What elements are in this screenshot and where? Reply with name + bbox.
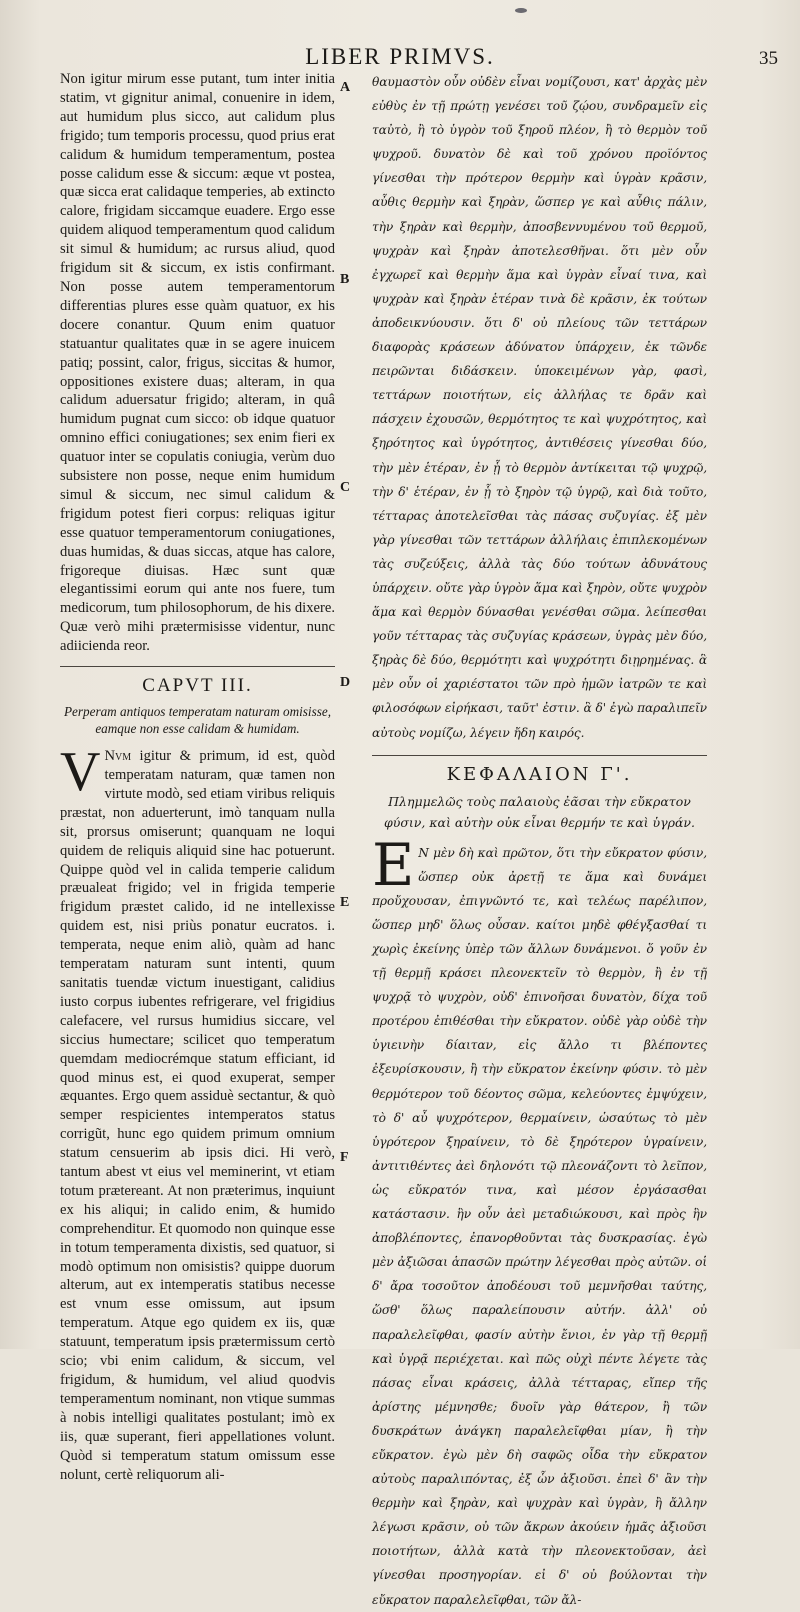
running-head: LIBER PRIMVS. [305,44,495,69]
latin-chapter-summary: Perperam antiquos temperatam naturam omisisse, eamque non esse calidam & humidam. [63,704,332,737]
latin-paragraph-2 [60,741,335,1484]
page-number: 35 [759,48,778,69]
greek-chapter-summary: Πλημμελῶς τοὺς παλαιοὺς ἐᾶσαι τὴν εὔκρατον φύσιν, καὶ αὐτὴν οὐκ εἶναι θερμήν τε καὶ ὑγράν. [384,793,695,830]
section-rule [372,755,707,756]
latin-chapter-title: CAPVT III. [142,675,253,697]
margin-letter-c: C [340,480,351,495]
greek-drop-capital: Ε [372,830,415,899]
greek-paragraph-2-text: μὲν δὴ καὶ πρῶτον, ὅτι τὴν εὔκρατον φύσιν, ὥσπερ οὐκ ἀρετῇ τε ἅμα καὶ δυνάμει προὔχουσαν, ἐπιγνῶντό τε, καὶ τελέως παρέλιπον, ὥσπερ μηδ' ὅλως οὖσαν. καίτοι μηδὲ φθέγξασθαί τι χωρὶς ἐκείνης ὑπὲρ τῶν ἄλλων δυνάμενοι. ὅ γοῦν ἐν τῇ θερμῇ κράσει πλεονεκτεῖν τὸ θερμὸν, ἢ ἐν τῇ ψυχρᾷ τὸ ψυχρὸν, οὐδ' ἐπινοῆσαι δυνατὸν, δίχα τοῦ προτέρου ἐπιθέσθαι τὴν εὔκρατον. οὐδὲ γὰρ οὐδὲ τὴν ὑγιεινὴν δίαιταν, εἰς ἄλλο τι βλέποντες ἐξευρίσκουσιν, ἢ τὴν εὔκρατον ἐκείνην φύσιν. τὸ μὲν θερμότερον τοῦ δέοντος σῶμα, κελεύοντες ἐμψύχειν, τὸ δ' αὖ ψυχρότερον, θερμαίνειν, ὡσαύτως τὸ μὲν ὑγρότερον ξηραίνειν, τὸ δὲ ξηρότερον ὑγραίνειν, ἀντιτιθέντες ἀεὶ δηλονότι τῷ πλεονάζοντι τὸ λεῖπον, ὡς εὔκρατόν τινα, καὶ μέσον ἐργάσασθαι κατάστασιν. ἣν οὖν ἀεὶ μεταδιώκουσι, καὶ πρὸς ἣν ἀποβλέποντες, ἐπανορθοῦνται τὰς δυσκρασίας. ἐγὼ μὲν ἀξιῶσαι ἁπασῶν πρώτην λέγεσθαι πρὸς αὐτῶν. οἱ δ' ἄρα τοσοῦτον ἀποδέουσι τοῦ μεμνῆσθαι ταύτης, ὥσθ' ὅλως παραλείπουσιν αὐτήν. ἀλλ' οὐ παραλελεῖφθαι, φασίν αὐτὴν ἔνιοι, ἐν γὰρ τῇ θερμῇ καὶ ὑγρᾷ περιέχεται. καὶ πῶς οὐχὶ πέντε λέγετε τὰς πάσας εἶναι κράσεις, ἀλλὰ τέτταρας, εἴπερ τῆς ἀρίστης μέμνησθε; δυοῖν γὰρ θάτερον, ἢ τῶν δυσκράτων ἀνάγκη παραλελεῖφθαι μίαν, ἢ τὴν εὔκρατον. ἐγὼ μὲν δὴ σαφῶς οἶδα τὴν εὔκρατον αὐτοὺς παραλιπόντας, ἐξ ὧν ἀξιοῦσι. ἐπεὶ δ' ἂν τὴν θερμὴν καὶ ξηρὰν, καὶ ψυχρὰν καὶ ὑγρὰν, ἢ ἄλλην λέγωσι κρᾶσιν, οὐ τῶν ἄκρων ἀκούειν ἡμᾶς ἀξιοῦσι ποιοτήτων, ἀλλὰ κατὰ τὴν πλεονεκτοῦσαν, ἀεὶ γίνεσθαι προσηγορίαν. εἰ δ' οὐ βούλονται τὴν εὔκρατον παραλελεῖφθαι, τῶν ἄλ- [372,845,707,1607]
margin-letter-b: B [340,272,350,287]
margin-letter-d: D [340,675,351,690]
margin-letter-a: A [340,80,351,95]
latin-paragraph-2-text: igitur & primum, id est, quòd temperatam naturam, quæ tamen non virtute modò, sed etiam viribus reliquis præstat, non aduerterunt, imò tanquam nulla sit, prorsus omiserunt; quanquam ne loqui quidem de reliquis aliquid sine hac potuerunt. Quippe quòd vel in calida temperie calidum præualeat frigido; vel in frigida temperie frigidum præstet calido, id ne intellexisse quidem est, nisi priùs ponatur eucratos. i. temperata, neque enim aliò, quàm ad hanc temperatam naturam sunt intenti, quum sanitatis tuendæ victum inuestigant, calidius iusto corpus iubentes refrigerare, vel frigidius calefacere, vel rursus humidius siccare, vel siccius humectare; scilicet quo temperatum quemdam mediocrémque statum efficiant, id quod minus est, ei quod exuperat, semper æquantes. Ergo quem assiduè sectantur, & quò semper respicientes intemperatos status corrigũt, hunc ego quidem primum omnium statum censuerim ab ipsis dici. Hi verò, tantum abest vt eius vel meminerint, vt etiam totum prætereant. At non præterimus, inquiunt ex his aliqui; in calido enim, & humido comprehenditur. Et quomodo non quinque esse in totum temperamenta dixistis, sed quatuor, si modò optimum non omisistis? quippe duorum alterum, aut ex intemperatis statibus necesse est vnum esse omissum, aut ipsum temperatum. Atque ego quidem ex iis, quæ statuunt, temperatum ipsis prætermissum certò scio; vbi enim calidum, & siccum, vel frigidum, & humidum, vel aliud quodvis temperamentum nominant, non vtique summas à nobis intelligi qualitates postulant; imò ex iis, quæ superant, fieri appellationes volunt. Quòd si temperatum statum omissum esse nolunt, certè reliquorum ali- [60,748,335,1483]
latin-lead-word: Nvm [104,748,132,765]
latin-drop-capital: V [60,741,101,804]
greek-column [372,70,707,1607]
section-rule [60,666,335,667]
ink-spot [515,8,527,13]
latin-column [60,70,335,1483]
margin-letter-f: F [340,1150,349,1165]
greek-chapter-title: ΚΕΦΑΛΑΙΟΝ Γ'. [446,763,633,785]
greek-paragraph-1: θαυμαστὸν οὖν οὐδὲν εἶναι νομίζουσι, κατ' ἀρχὰς μὲν εὐθὺς ἐν τῇ πρώτῃ γενέσει τοῦ ζῴου, συνδραμεῖν εἰς ταὐτὸ, ἢ τὸ ὑγρὸν τοῦ ξηροῦ πλέον, ἢ τὸ θερμὸν τοῦ ψυχροῦ. δυνατὸν δὲ καὶ τοῦ χρόνου προϊόντος γίνεσθαι τὴν πρότερον θερμὴν καὶ ὑγρὰν κρᾶσιν, αὖθις θερμὴν καὶ ξηρὰν, ὥσπερ γε καὶ αὖθις πάλιν, τὴν ξηρὰν καὶ θερμὴν, ἀποσβεννυμένου τοῦ θερμοῦ, ψυχρὰν καὶ ξηρὰν ἀποτελεσθῆναι. ὅτι μὲν οὖν ἐγχωρεῖ καὶ θερμὴν ἅμα καὶ ὑγρὰν εἶναί τινα, καὶ ψυχρὰν καὶ ξηρὰν ἑτέραν τινὰ δὲ κρᾶσιν, ἐκ τούτων ἀποδεικνύουσιν. ὅτι δ' οὐ πλείους τῶν τεττάρων διαφορὰς κράσεων ἀδύνατον ὑπάρχειν, ἐκ τῶνδε πειρῶνται διδάσκειν. ὑποκειμένων γὰρ, φασὶ, τεττάρων ποιοτήτων, εἰς ἀλλήλας τε δρᾶν καὶ πάσχειν ἐχουσῶν, θερμότητος τε καὶ ψυχρότητος, καὶ ξηρότητος καὶ ὑγρότητος, ἀντιθέσεις γίνεσθαι δύο, τὴν μὲν ἑτέραν, ἐν ᾗ τὸ θερμὸν ἀντίκειται τῷ ψυχρῷ, τὴν δ' ἑτέραν, ἐν ᾗ τὸ ξηρὸν τῷ ὑγρῷ, καὶ διὰ τοῦτο, τέτταρας ἀποτελεῖσθαι τὰς πάσας συζυγίας. ἐξ μὲν γὰρ γίνεσθαι τῶν τεττάρων ἀλλήλαις ἐπιπλεκομένων τὰς συζεύξεις, ἀλλὰ τὰς δύο τούτων ἀδυνάτους ὑπάρχειν. οὔτε γὰρ ὑγρὸν ἅμα καὶ ξηρὸν, οὔτε ψυχρὸν ἅμα καὶ θερμὸν δύνασθαι γενέσθαι σῶμα. λείπεσθαι γοῦν τέτταρας τὰς συζυγίας κράσεων, ὑγρὰς μὲν δύο, ξηρὰς δὲ δύο, θερμότητι καὶ ψυχρότητι διῃρημένας. ἃ μὲν οὖν οἱ χαριέστατοι τῶν πρὸ ἡμῶν ἰατρῶν τε καὶ φιλοσόφων εἰρήκασι, ταῦτ' ἐστιν. ἃ δ' ἐγὼ παραλιπεῖν αὐτοὺς νομίζω, λέγειν ἤδη καιρός. [372,75,707,740]
greek-paragraph-2 [372,830,707,1612]
latin-paragraph-1: Non igitur mirum esse putant, tum inter initia statim, vt gignitur animal, conuenire in idem, aut humidum plus sicco, aut calidum plus frigido; tum temporis processu, quod prius erat calidum & humidum temperamentum, postea posse calidum esse & siccum: æque vt postea, quæ sicca erat calidaque temperies, ab extincto calore, frigidam siccamque euadere. Ergo esse quidem aliquod temperamentum quod calidum sit simul & humidum; ac rursus aliud, quod frigidum sit & siccum, ex istis confirmant. Non posse autem temperamentorum differentias plures esse quàm quatuor, ex his docere conantur. Quum enim quatuor statuantur qualitates quæ in se agere inuicem patiq; possint, calor, frigus, siccitas & humor, oppositiones existere duas; alteram, in qua calidum aduersatur frigido; alteram, in quâ humidum pugnat cum sicco: ob idque quatuor omnino effici coniugationes; sex enim fieri ex quatuor inter se copulatis coniugia, verùm duo subsistere non posse, neque enim humidum simul & siccum, nec simul calidum & frigidum potest fieri corpus: reliquas igitur esse quatuor temperamentorum coniugationes, duas humidas, & duas siccas, atque has calore, frigoreque diuisas. Hæc sunt quæ elegantissimi eorum qui ante nos fuere, tum medicorum, tum philosophorum, de his dixere. Quæ verò mihi prætermisisse videntur, nunc adiicienda reor. [60,71,335,655]
margin-letter-e: E [340,895,350,910]
greek-lead-letter: Ν [418,845,429,860]
